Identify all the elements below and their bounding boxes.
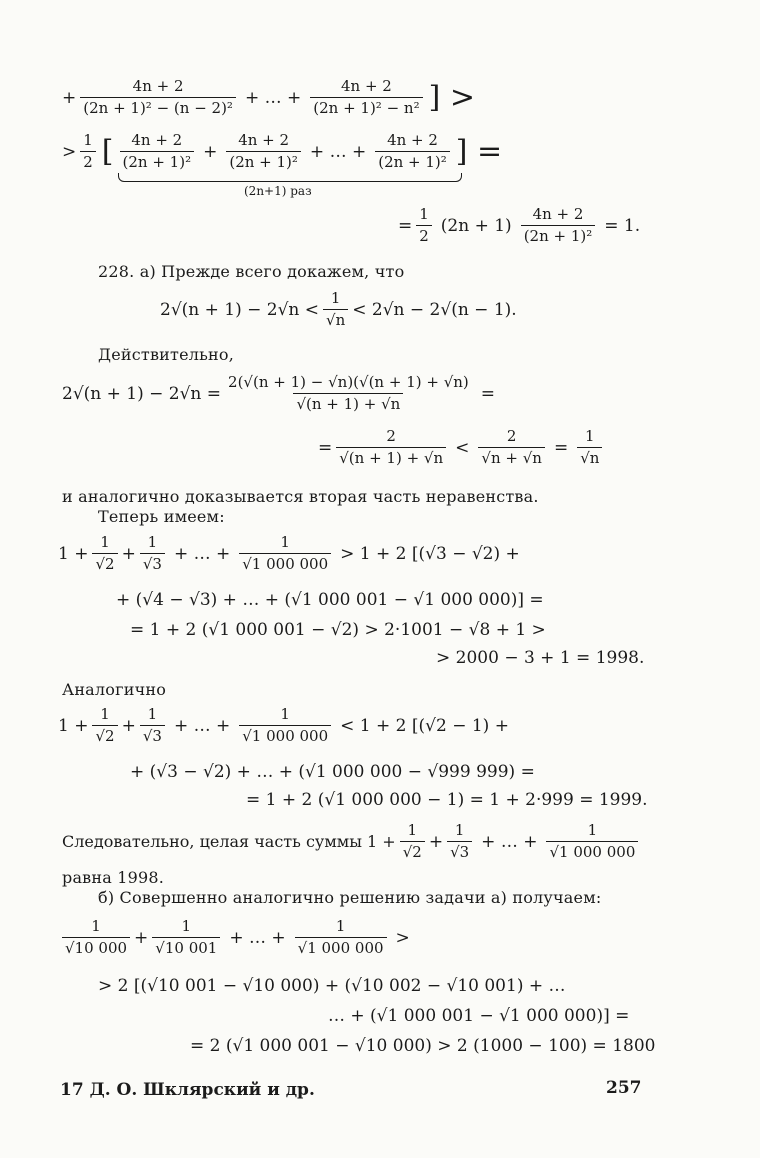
bracket-close-equals: ] =: [455, 133, 503, 169]
fraction: [546, 822, 638, 862]
denominator: √10 000: [62, 937, 130, 957]
main-inequality: [160, 290, 517, 330]
plus-sign: +: [428, 831, 444, 852]
denominator: 2: [416, 225, 432, 245]
conclusion-line: [62, 822, 642, 862]
numerator: 4n + 2: [131, 131, 183, 149]
numerator: 1: [83, 131, 93, 149]
denominator: √1 000 000: [239, 553, 331, 573]
greater-sign: >: [395, 927, 410, 948]
text-indeed: Действительно,: [98, 345, 235, 364]
numerator: 4n + 2: [341, 77, 392, 95]
ellipsis-term: + … +: [173, 715, 231, 736]
denominator: √1 000 000: [295, 937, 387, 957]
sum2-line-1: [58, 706, 514, 746]
sum3-line-3: … + (√1 000 001 − √1 000 000)] =: [328, 1006, 630, 1026]
fraction: [521, 206, 596, 246]
fraction: [152, 918, 220, 958]
fraction: [295, 918, 387, 958]
term-1: 1 +: [58, 543, 89, 564]
fraction: [140, 534, 165, 574]
numerator: 1: [454, 821, 465, 839]
sum1-line-3: = 1 + 2 (√1 000 001 − √2) > 2·1001 − √8 + 1 >: [130, 620, 546, 640]
denominator: √10 001: [152, 937, 220, 957]
fraction: [225, 374, 472, 414]
fraction: [62, 918, 130, 958]
numerator: 1: [181, 917, 192, 935]
sum1-line-4: > 2000 − 3 + 1 = 1998.: [436, 648, 645, 668]
fraction: [310, 78, 422, 118]
text-similar: и аналогично доказывается вторая часть неравенства.: [62, 487, 539, 506]
denominator: √3: [447, 841, 472, 861]
bracket-open: [: [101, 133, 114, 169]
fraction: [120, 132, 195, 172]
denominator: √(n + 1) + √n: [293, 393, 403, 413]
fraction: [336, 428, 446, 468]
numerator: 2(√(n + 1) − √n)(√(n + 1) + √n): [228, 373, 469, 391]
fraction-half: [80, 132, 96, 172]
plus-sign: +: [134, 927, 149, 948]
formula-top-line-3: [398, 206, 645, 246]
numerator: 1: [280, 705, 290, 723]
right-side: < 1 + 2 [(√2 − 1) +: [340, 715, 509, 736]
fraction: [478, 428, 545, 468]
fraction: [400, 822, 425, 862]
fraction: [375, 132, 450, 172]
fraction: [239, 706, 331, 746]
sum1-line-2: + (√4 − √3) + … + (√1 000 001 − √1 000 000)] =: [116, 590, 544, 610]
denominator: (2n + 1)²: [521, 225, 596, 245]
bracket-close: ] >: [428, 79, 475, 115]
ellipsis-term: + … +: [229, 927, 286, 948]
denominator: √1 000 000: [239, 725, 331, 745]
fraction: [80, 78, 236, 118]
numerator: 4n + 2: [532, 205, 584, 223]
equation-1: [62, 374, 500, 414]
text-analog: Аналогично: [62, 680, 167, 699]
denominator: √2: [92, 725, 117, 745]
left-side: 2√(n + 1) − 2√n =: [62, 383, 222, 404]
term-1: 1 +: [58, 715, 89, 736]
denominator: √2: [400, 841, 425, 861]
fraction: [239, 534, 331, 574]
ellipsis-term: + … +: [309, 141, 367, 162]
numerator: 1: [280, 533, 290, 551]
denominator: √3: [140, 553, 165, 573]
text-equals: равна 1998.: [62, 868, 165, 887]
plus-sign: +: [121, 715, 136, 736]
denominator: (2n + 1)²: [375, 151, 450, 171]
text-now: Теперь имеем:: [98, 507, 225, 526]
denominator: (2n + 1)² − n²: [310, 97, 422, 117]
sum2-line-2: + (√3 − √2) + … + (√1 000 000 − √999 999) =: [130, 762, 535, 782]
plus-sign: +: [121, 543, 136, 564]
numerator: 1: [91, 917, 101, 935]
denominator: √n: [323, 309, 348, 329]
equation-2: [318, 428, 606, 468]
denominator: (2n + 1)²: [120, 151, 195, 171]
numerator: 4n + 2: [132, 77, 184, 95]
formula-top-line-1: [62, 78, 477, 118]
plus-sign: +: [62, 87, 77, 108]
numerator: 1: [330, 289, 341, 307]
right-side: < 2√n − 2√(n − 1).: [352, 299, 517, 320]
fraction: [140, 706, 165, 746]
denominator: √(n + 1) + √n: [336, 447, 446, 467]
brace-note: (2n+1) раз: [244, 184, 312, 198]
numerator: 1: [407, 821, 418, 839]
result: = 1.: [604, 215, 641, 236]
text-part-b: б) Совершенно аналогично решению задачи а) получаем:: [98, 888, 602, 907]
numerator: 1: [335, 917, 346, 935]
sum1-line-1: [58, 534, 525, 574]
conclusion-text: Следовательно, целая часть суммы 1 +: [62, 832, 396, 852]
plus-sign: +: [203, 141, 218, 162]
numerator: 1: [147, 533, 158, 551]
equals-sign: =: [398, 215, 413, 236]
problem-heading: 228. а) Прежде всего докажем, что: [98, 262, 405, 281]
denominator: √n: [577, 447, 602, 467]
factor: (2n + 1): [440, 215, 512, 236]
sum3-line-1: [58, 918, 415, 958]
denominator: √3: [140, 725, 165, 745]
fraction-half: [416, 206, 432, 246]
numerator: 1: [100, 705, 110, 723]
fraction: [577, 428, 602, 468]
denominator: √n + √n: [478, 447, 545, 467]
formula-top-line-2: [62, 132, 504, 172]
fraction: [447, 822, 472, 862]
ellipsis-term: + … +: [244, 87, 302, 108]
numerator: 4n + 2: [387, 131, 438, 149]
equals-sign: =: [480, 383, 496, 404]
denominator: √1 000 000: [546, 841, 638, 861]
equals-sign: =: [318, 437, 333, 458]
numerator: 2: [506, 427, 517, 445]
denominator: (2n + 1)² − (n − 2)²: [80, 97, 236, 117]
fraction: [92, 534, 117, 574]
numerator: 1: [585, 427, 595, 445]
numerator: 4n + 2: [238, 131, 290, 149]
footer-signature: 17 Д. О. Шклярский и др.: [60, 1080, 315, 1100]
fraction: [226, 132, 301, 172]
right-side: > 1 + 2 [(√3 − √2) +: [340, 543, 520, 564]
ellipsis-term: + … +: [481, 831, 538, 852]
equals-sign: =: [553, 437, 569, 458]
sum2-line-3: = 1 + 2 (√1 000 000 − 1) = 1 + 2·999 = 1999.: [246, 790, 648, 810]
numerator: 1: [100, 533, 110, 551]
greater-sign: >: [62, 141, 77, 162]
sum3-line-4: = 2 (√1 000 001 − √10 000) > 2 (1000 − 100) = 1800: [190, 1036, 656, 1056]
denominator: √2: [92, 553, 117, 573]
denominator: (2n + 1)²: [226, 151, 301, 171]
numerator: 1: [587, 821, 598, 839]
fraction: [323, 290, 348, 330]
left-side: 2√(n + 1) − 2√n <: [160, 299, 320, 320]
denominator: 2: [80, 151, 96, 171]
numerator: 2: [386, 427, 396, 445]
page-number: 257: [606, 1078, 642, 1098]
fraction: [92, 706, 117, 746]
sum3-line-2: > 2 [(√10 001 − √10 000) + (√10 002 − √10 001) + …: [98, 976, 566, 996]
less-sign: <: [455, 437, 470, 458]
ellipsis-term: + … +: [173, 543, 231, 564]
numerator: 1: [419, 205, 429, 223]
numerator: 1: [147, 705, 158, 723]
underbrace: [118, 173, 462, 182]
